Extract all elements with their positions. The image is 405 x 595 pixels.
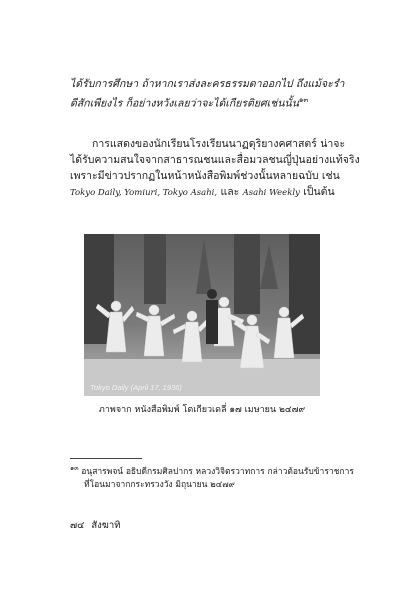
- body-paragraph: [70, 136, 360, 201]
- footnote-text-1: อนุสารพจน์ อธิบดีกรมศิลปากร หลวงวิจิตรวาทการ กล่าวต้อนรับข้าราชการ: [81, 466, 354, 477]
- footnote-line-2: ที่โอนมาจากกระทรวงวัง มิถุนายน ๒๔๗๙: [84, 479, 235, 490]
- quote-line-2: [70, 92, 345, 112]
- dancers-photo-image: [84, 234, 320, 396]
- newspaper-names: Tokyo Daily, Yomiuri, Tokyo Asahi,: [70, 188, 218, 198]
- footnote-line-1: [70, 462, 354, 479]
- running-title: สังฆาทิ: [91, 520, 121, 531]
- photo-source-label: Tokyo Daily (April 17, 1936): [90, 383, 182, 392]
- page-footer: [70, 518, 120, 533]
- photo-caption: ภาพจาก หนังสือพิมพ์ โตเกียวเดลี่ ๑๗ เมษายน ๒๔๗๙: [98, 405, 306, 415]
- footnote-reference: ๑๓: [298, 96, 309, 104]
- quote-paragraph: [70, 76, 345, 112]
- quote-line-1: ได้รับการศึกษา ถ้าหากเราส่งละครธรรมดาออกไป ถึงแม้จะรำ: [70, 78, 345, 90]
- newspaper-name-asahi-weekly: Asahi Weekly: [242, 188, 300, 198]
- conjunction-and: และ: [220, 186, 240, 198]
- footnote: [70, 462, 354, 492]
- body-line-4-end: เป็นต้น: [303, 186, 335, 198]
- body-line-2: ได้รับความสนใจจากสาธารณชนและสื่อมวลชนญี่ปุ่นอย่างแท้จริง: [70, 154, 360, 166]
- footnote-divider: [70, 458, 142, 459]
- page-number: ๗๔: [70, 520, 85, 531]
- quote-line-2-text: ดีสักเพียงไร ก็อย่างหวังเลยว่าจะได้เกียรติยศเช่นนั้น: [70, 97, 299, 110]
- body-line-1: การแสดงของนักเรียนโรงเรียนนาฏดุริยางคศาสตร์ น่าจะ: [92, 138, 346, 150]
- body-line-4: [70, 184, 345, 201]
- footnote-mark: ๑๓: [70, 464, 79, 472]
- newspaper-photo: [84, 234, 320, 396]
- body-line-3: เพราะมีข่าวปรากฏในหน้าหนังสือพิมพ์ช่วงนั้นหลายฉบับ เช่น: [70, 170, 340, 182]
